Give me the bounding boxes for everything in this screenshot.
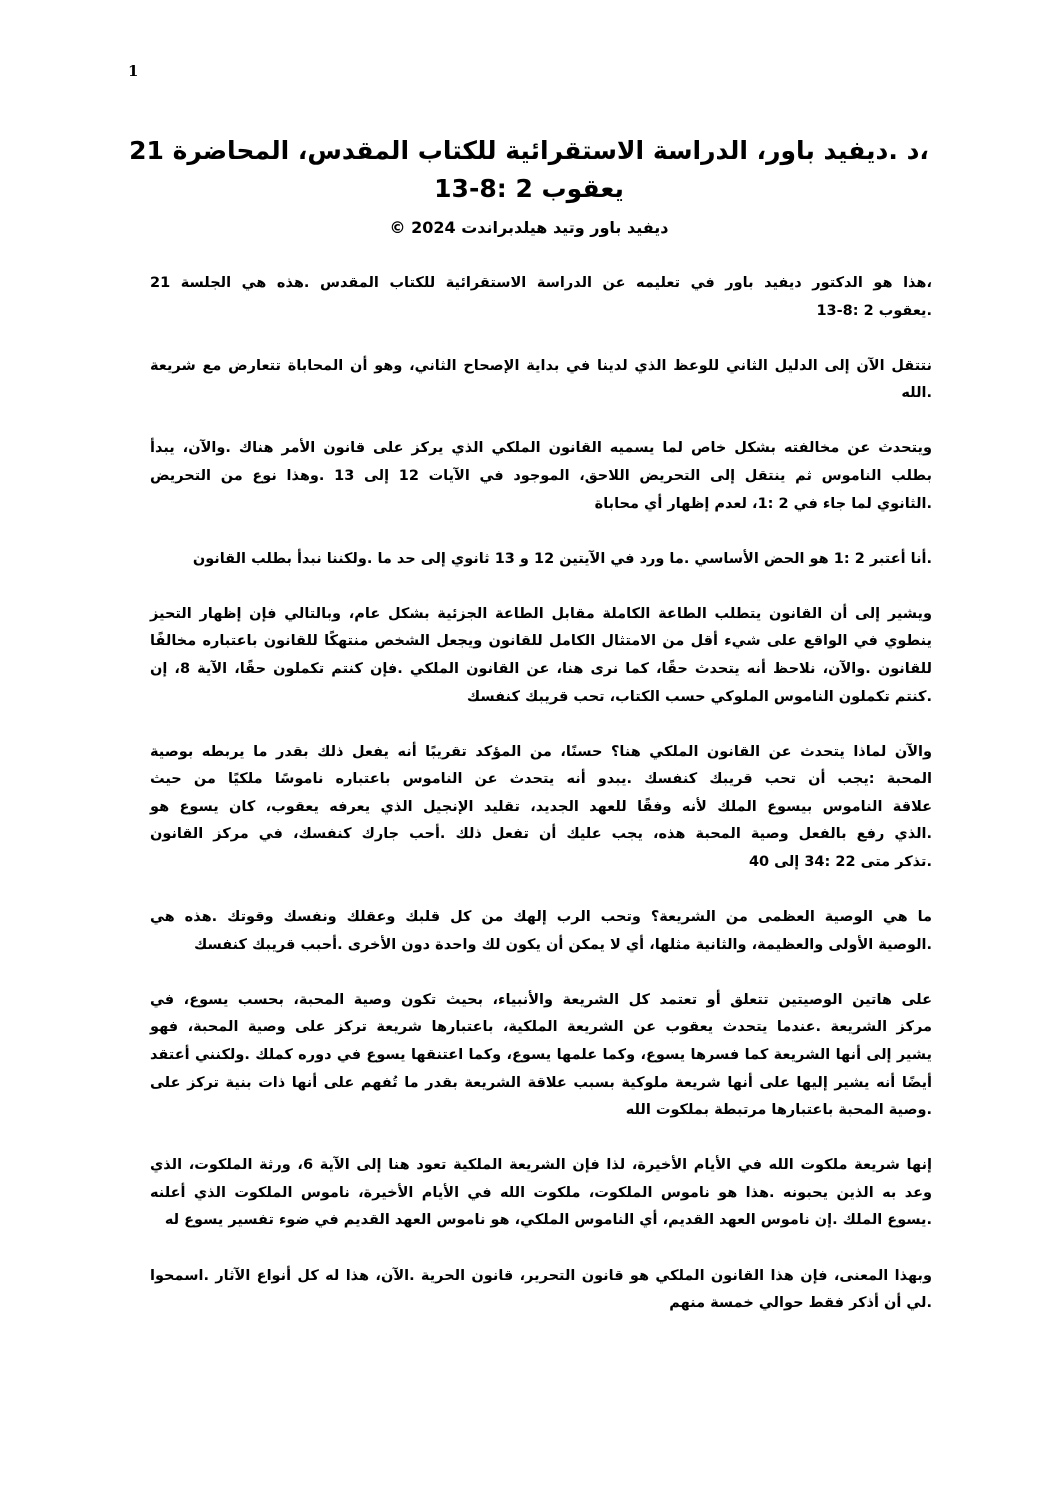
paragraph-line: ويشير إلى أن القانون يتطلب الطاعة الكاملة مقابل الطاعة الجزئية بشكل عام، وبالتالي فإن إظهار التحيز — [150, 605, 932, 622]
paragraph-line: .يعقوب 2 :8-13 — [816, 302, 932, 319]
paragraph-line: .الذي رفع بالفعل وصية المحبة هذه، يجب عليك أن تفعل ذلك .أحب جارك كنفسك، في مركز القانون — [150, 826, 932, 843]
paragraph-line: .كنتم تكملون الناموس الملوكي حسب الكتاب، تحب قريبك كنفسك — [466, 688, 932, 705]
paragraph-line: وبهذا المعنى، فإن هذا القانون الملكي هو قانون التحرير، قانون الحرية .الآن، هذا له كل أنواع الآثار .اسمحوا — [150, 1267, 932, 1284]
paragraph — [150, 353, 932, 408]
paragraph-line: والآن لماذا يتحدث عن القانون الملكي هنا؟ حسنًا، من المؤكد تقريبًا أنه يفعل ذلك بقدر ما يربطه بوصية — [150, 743, 932, 760]
paragraph-line: ويتحدث عن مخالفته بشكل خاص لما يسميه القانون الملكي الذي يركز على قانون الأمر هناك .والآن، يبدأ — [150, 440, 932, 457]
document-body — [150, 270, 932, 1345]
paragraph — [150, 435, 932, 518]
paragraph-line: للقانون .والآن، نلاحظ أنه يتحدث حقًا، كما نرى هنا، عن القانون الملكي .فإن كنتم تكملون حقًا، الآية 8، إن — [150, 660, 932, 677]
paragraph-line: .وصية المحبة باعتبارها مرتبطة بملكوت الله — [625, 1102, 932, 1119]
document-subtitle: ديفيد باور وتيد هيلدبراندت 2024 © — [389, 218, 669, 237]
paragraph — [150, 904, 932, 959]
paragraph-line: على هاتين الوصيتين تتعلق أو تعتمد كل الشريعة والأنبياء، بحيث تكون وصية المحبة، بحسب يسوع، في — [150, 991, 932, 1008]
paragraph — [150, 987, 932, 1125]
paragraph-line: نتتقل الآن إلى الدليل الثاني للوعظ الذي لدينا في بداية الإصحاح الثاني، وهو أن المحاباة تتعارض مع شريعة — [150, 357, 932, 374]
title-line-1: ،د .ديفيد باور، الدراسة الاستقرائية للكتاب المقدس، المحاضرة 21 — [129, 136, 929, 165]
paragraph — [150, 1152, 932, 1235]
paragraph-line: يشير إلى أنها الشريعة كما فسرها يسوع، وكما علمها يسوع، وكما اعتنقها يسوع في دوره كملك .ولكنني أعتقد — [150, 1046, 932, 1063]
paragraph-line: .لي أن أذكر فقط حوالي خمسة منهم — [669, 1295, 932, 1312]
paragraph-line: ما هي الوصية العظمى من الشريعة؟ وتحب الرب إلهك من كل قلبك وعقلك ونفسك وقوتك .هذه هي — [150, 909, 932, 926]
paragraph-line: وعد به الذين يحبونه .هذا هو ناموس الملكوت، ملكوت الله في الأيام الأخيرة، ناموس الملكوت الذي أعلنه — [150, 1184, 932, 1201]
paragraph — [150, 546, 932, 574]
paragraph-line: ينطوي في الواقع على شيء أقل من الامتثال الكامل للقانون ويجعل الشخص منتهكًا للقانون باعتباره مخالفًا — [150, 633, 932, 650]
paragraph — [150, 270, 932, 325]
paragraph-line: .الوصية الأولى والعظيمة، والثانية مثلها، أي لا يمكن أن يكون لك واحدة دون الأخرى .أحبب قريبك كنفسك — [193, 936, 932, 953]
title-line-2: يعقوب 2 :8-13 — [434, 174, 624, 203]
document-title — [100, 132, 958, 208]
paragraph-line: .أنا أعتبر 2 :1 هو الحض الأساسي .ما ورد في الآيتين 12 و 13 ثانوي إلى حد ما .ولكننا نبدأ بطلب القانون — [192, 550, 932, 567]
paragraph-line: مركز الشريعة .عندما يتحدث يعقوب عن الشريعة الملكية، باعتبارها شريعة تركز على وصية المحبة، فهو — [150, 1019, 932, 1036]
paragraph-line: أيضًا أنه يشير إليها على أنها شريعة ملوكية بسبب علاقة الشريعة بقدر ما تُفهم على أنها ذات بنية تركز على — [150, 1074, 932, 1091]
paragraph-line: .الله — [901, 385, 932, 402]
paragraph — [150, 1263, 932, 1318]
page-number: 1 — [128, 62, 139, 80]
paragraph-line: .تذكر متى 22 :34 إلى 40 — [748, 854, 932, 870]
paragraph — [150, 601, 932, 711]
paragraph-line: .الثانوي لما جاء في 2 :1، لعدم إظهار أي محاباة — [594, 495, 932, 512]
paragraph-line: .يسوع الملك .إن ناموس العهد القديم، أي الناموس الملكي، هو ناموس العهد القديم في ضوء تفسير يسوع له — [164, 1212, 932, 1229]
paragraph-line: إنها شريعة ملكوت الله في الأيام الأخيرة، لذا فإن الشريعة الملكية تعود هنا إلى الآية 6، ورثة الملكوت، الذي — [150, 1157, 932, 1174]
paragraph-line: ،هذا هو الدكتور ديفيد باور في تعليمه عن الدراسة الاستقرائية للكتاب المقدس .هذه هي الجلسة 21 — [150, 275, 932, 291]
paragraph-line: علاقة الناموس بيسوع الملك لأنه وفقًا للعهد الجديد، تقليد الإنجيل الذي يعرفه يعقوب، كان يسوع هو — [150, 798, 932, 815]
paragraph — [150, 739, 932, 877]
paragraph-line: المحبة :يجب أن تحب قريبك كنفسك .يبدو أنه يتحدث عن الناموس باعتباره ناموسًا ملكيًا من حيث — [150, 771, 932, 788]
paragraph-line: بطلب الناموس ثم ينتقل إلى التحريض اللاحق، الموجود في الآيات 12 إلى 13 .وهذا نوع من التحريض — [150, 467, 932, 484]
